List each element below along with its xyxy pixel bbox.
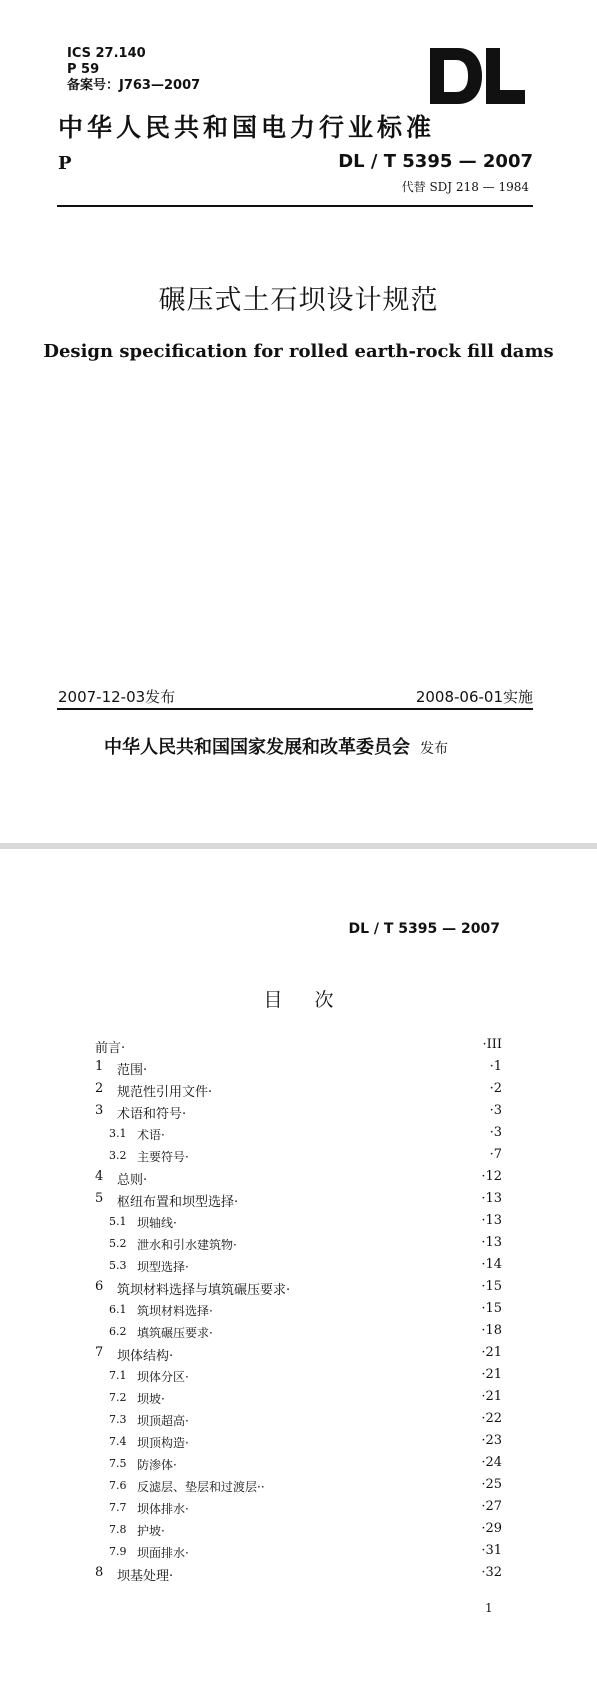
dl-logo-letter-d [430, 48, 482, 104]
toc-entry-label: 坝体排水· [137, 1502, 189, 1516]
toc-entry-label: 术语和符号· [117, 1107, 187, 1122]
toc-entry-label: 防渗体· [137, 1458, 177, 1472]
toc-entry-label: 反滤层、垫层和过渡层·· [137, 1480, 265, 1494]
toc-entry-number: 7.6 [109, 1479, 127, 1492]
toc-entry-page: ·7 [489, 1147, 502, 1162]
toc-entry[interactable] [0, 1411, 597, 1433]
toc-entry-label: 主要符号· [137, 1150, 189, 1164]
toc-entry-number: 7 [95, 1345, 104, 1360]
toc-entry-page: ·21 [481, 1367, 502, 1382]
title-english: Design specification for rolled earth-rock fill dams [43, 341, 554, 362]
toc-entry-number: 5.2 [109, 1237, 127, 1250]
toc-entry-page: ·25 [481, 1477, 502, 1492]
replaces-note: 代替 SDJ 218 — 1984 [401, 180, 529, 194]
toc-entry-number: 6.2 [109, 1325, 127, 1338]
toc-entry-label: 枢纽布置和坝型选择· [117, 1195, 239, 1210]
toc-entry-page: ·21 [481, 1389, 502, 1404]
toc-entry[interactable] [0, 1389, 597, 1411]
toc-entry-page: ·15 [481, 1279, 502, 1294]
toc-entry-page: ·12 [481, 1169, 502, 1184]
toc-entry-label: 总则· [117, 1173, 148, 1188]
toc-entry-page: ·22 [481, 1411, 502, 1426]
toc-entry[interactable] [0, 1235, 597, 1257]
toc-entry-number: 3.1 [109, 1127, 127, 1140]
toc-entry-label: 坝体结构· [117, 1349, 174, 1364]
toc-standard-number: DL / T 5395 — 2007 [348, 921, 500, 937]
toc-entry-number: 7.7 [109, 1501, 127, 1514]
toc-entry[interactable] [0, 1499, 597, 1521]
toc-entry[interactable] [0, 1279, 597, 1301]
toc-entry-number: 5.1 [109, 1215, 127, 1228]
classification-letter: P [58, 153, 72, 174]
toc-entry[interactable] [0, 1081, 597, 1103]
toc-entry-number: 7.8 [109, 1523, 127, 1536]
toc-entry[interactable] [0, 1037, 597, 1059]
toc-entry-page: ·24 [481, 1455, 502, 1470]
ics-code: ICS 27.140 [67, 46, 146, 61]
toc-entry[interactable] [0, 1433, 597, 1455]
toc-entry-page: ·1 [489, 1059, 502, 1074]
toc-entry[interactable] [0, 1345, 597, 1367]
record-number: 备案号：J763—2007 [67, 78, 201, 93]
toc-entry-number: 4 [95, 1169, 104, 1184]
toc-entry[interactable] [0, 1147, 597, 1169]
toc-entry-label: 术语· [137, 1128, 165, 1142]
issuer-name: 中华人民共和国国家发展和改革委员会 [104, 737, 410, 758]
title-chinese: 碾压式土石坝设计规范 [158, 285, 439, 316]
toc-entry-number: 6 [95, 1279, 104, 1294]
toc-entry-page: ·13 [481, 1213, 502, 1228]
header-rule [57, 205, 533, 207]
toc-entry-number: 1 [95, 1059, 104, 1074]
toc-entry-label: 范围· [117, 1063, 148, 1078]
toc-entry-page: ·18 [481, 1323, 502, 1338]
toc-entry-page: ·32 [481, 1565, 502, 1580]
toc-entry-label: 坝顶构造· [137, 1436, 189, 1450]
toc-entry-page: ·3 [489, 1125, 502, 1140]
toc-entry-page: ·14 [481, 1257, 502, 1272]
toc-entry[interactable] [0, 1213, 597, 1235]
toc-entry-number: 7.1 [109, 1369, 127, 1382]
toc-entry-label: 坝面排水· [137, 1546, 189, 1560]
toc-entry-page: ·31 [481, 1543, 502, 1558]
footer-rule [57, 708, 533, 710]
toc-entry-number: 7.4 [109, 1435, 127, 1448]
toc-entry-page: ·III [482, 1037, 502, 1052]
toc-entry-label: 坝体分区· [137, 1370, 189, 1384]
toc-entry[interactable] [0, 1323, 597, 1345]
toc-entry[interactable] [0, 1103, 597, 1125]
cover-page [0, 0, 597, 843]
toc-entry-page: ·2 [489, 1081, 502, 1096]
implement-date: 2008-06-01实施 [415, 688, 533, 706]
classification-codes [67, 46, 200, 94]
toc-entry-number: 5 [95, 1191, 104, 1206]
toc-entry[interactable] [0, 1455, 597, 1477]
toc-entry-number: 7.2 [109, 1391, 127, 1404]
toc-entry-page: ·21 [481, 1345, 502, 1360]
toc-entry-page: ·15 [481, 1301, 502, 1316]
toc-entry[interactable] [0, 1125, 597, 1147]
toc-entry[interactable] [0, 1565, 597, 1587]
toc-entry-label: 规范性引用文件· [117, 1085, 213, 1100]
toc-entry[interactable] [0, 1543, 597, 1565]
dl-logo-letter-l [486, 48, 525, 104]
toc-entry-label: 坝轴线· [137, 1216, 177, 1230]
standard-category: 中华人民共和国电力行业标准 [58, 113, 436, 142]
toc-entry[interactable] [0, 1367, 597, 1389]
toc-entry-label: 坝顶超高· [137, 1414, 189, 1428]
toc-entry[interactable] [0, 1191, 597, 1213]
toc-entry[interactable] [0, 1059, 597, 1081]
toc-entry-page: ·13 [481, 1191, 502, 1206]
issuer [104, 733, 448, 759]
toc-entry-number: 5.3 [109, 1259, 127, 1272]
toc-entry-page: ·27 [481, 1499, 502, 1514]
dl-logo [430, 48, 525, 104]
toc-entry-number: 3 [95, 1103, 104, 1118]
standard-number: DL / T 5395 — 2007 [338, 151, 533, 172]
toc-entry-label: 筑坝材料选择与填筑碾压要求· [117, 1283, 291, 1298]
toc-entry[interactable] [0, 1521, 597, 1543]
toc-title: 目次 [263, 989, 366, 1011]
toc-entry[interactable] [0, 1477, 597, 1499]
toc-entry-number: 7.9 [109, 1545, 127, 1558]
toc-entry-number: 7.5 [109, 1457, 127, 1470]
toc-entry-label: 泄水和引水建筑物· [137, 1238, 237, 1252]
toc-entry[interactable] [0, 1169, 597, 1191]
toc-entry-label: 填筑碾压要求· [137, 1326, 213, 1340]
toc-entry-page: ·13 [481, 1235, 502, 1250]
toc-entry-page: ·3 [489, 1103, 502, 1118]
toc-entry-number: 6.1 [109, 1303, 127, 1316]
toc-entry-label: 坝基处理· [117, 1569, 174, 1584]
toc-entry-label: 护坡· [137, 1524, 165, 1538]
toc-entry-number: 2 [95, 1081, 104, 1096]
page-number: 1 [485, 1601, 493, 1615]
publish-word: 发布 [420, 741, 448, 757]
toc-entry-label: 前言· [95, 1041, 126, 1056]
toc-entry-label: 坝型选择· [137, 1260, 189, 1274]
toc-entry-number: 7.3 [109, 1413, 127, 1426]
toc-entry-label: 坝坡· [137, 1392, 165, 1406]
toc-page [0, 849, 597, 1688]
toc-entry-page: ·29 [481, 1521, 502, 1536]
toc-entry-number: 3.2 [109, 1149, 127, 1162]
toc-entry-number: 8 [95, 1565, 104, 1580]
ccs-code: P 59 [67, 62, 100, 77]
issue-date: 2007-12-03发布 [58, 688, 176, 706]
toc-entry-page: ·23 [481, 1433, 502, 1448]
toc-entry[interactable] [0, 1301, 597, 1323]
toc-entry[interactable] [0, 1257, 597, 1279]
toc-entry-label: 筑坝材料选择· [137, 1304, 213, 1318]
